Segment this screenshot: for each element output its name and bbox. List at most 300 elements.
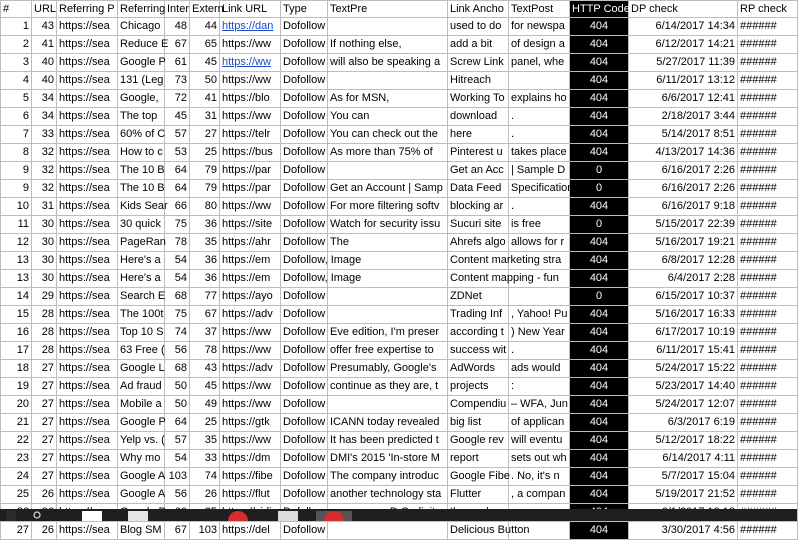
table-cell[interactable]: 36 [190, 252, 220, 270]
table-cell[interactable]: https://ww [220, 72, 281, 90]
table-cell[interactable]: 45 [190, 54, 220, 72]
table-cell[interactable]: Dofollow [281, 72, 328, 90]
table-cell[interactable]: 6/16/2017 2:26 [629, 162, 738, 180]
column-header[interactable]: TextPre [328, 1, 448, 18]
column-header[interactable]: Type [281, 1, 328, 18]
table-cell[interactable]: Dofollow [281, 450, 328, 468]
table-cell[interactable]: Trading Inf [448, 306, 509, 324]
table-cell[interactable]: 40 [32, 54, 57, 72]
table-cell[interactable]: https://sea [57, 72, 118, 90]
table-cell[interactable]: 7 [1, 126, 32, 144]
table-cell[interactable]: 5/14/2017 8:51 [629, 126, 738, 144]
table-cell[interactable]: 30 quick [118, 216, 165, 234]
table-cell[interactable]: 27 [32, 378, 57, 396]
table-cell[interactable]: 35 [190, 234, 220, 252]
table-cell[interactable]: 27 [1, 522, 32, 540]
table-cell[interactable]: https://sea [57, 396, 118, 414]
table-cell[interactable]: 10 [1, 198, 32, 216]
table-cell[interactable]: https://ww [220, 378, 281, 396]
table-cell[interactable]: 404 [570, 108, 629, 126]
table-cell[interactable]: ###### [738, 270, 798, 288]
table-cell[interactable]: 404 [570, 522, 629, 540]
table-cell[interactable]: Dofollow [281, 288, 328, 306]
table-cell[interactable]: blocking ar [448, 198, 509, 216]
table-cell[interactable]: Google A [118, 486, 165, 504]
table-cell[interactable]: 16 [1, 324, 32, 342]
table-cell[interactable]: 3/30/2017 4:56 [629, 522, 738, 540]
table-cell[interactable]: 4 [1, 72, 32, 90]
chrome-icon[interactable] [128, 511, 148, 521]
table-cell[interactable]: 6/6/2017 12:41 [629, 90, 738, 108]
table-cell[interactable]: 28 [32, 342, 57, 360]
table-cell[interactable]: 2/18/2017 3:44 [629, 108, 738, 126]
table-cell[interactable]: Dofollow [281, 108, 328, 126]
table-cell[interactable]: of design a [509, 36, 570, 54]
table-cell[interactable]: ###### [738, 288, 798, 306]
table-cell[interactable]: 25 [190, 144, 220, 162]
table-cell[interactable]: , Yahoo! Pu [509, 306, 570, 324]
table-cell[interactable]: 32 [32, 162, 57, 180]
table-cell[interactable]: 67 [165, 36, 190, 54]
table-cell[interactable]: The [328, 234, 448, 252]
table-cell[interactable]: 43 [32, 18, 57, 36]
column-header[interactable]: URL [32, 1, 57, 18]
table-cell[interactable]: As more than 75% of [328, 144, 448, 162]
table-cell[interactable]: https://sea [57, 90, 118, 108]
table-cell[interactable]: 404 [570, 198, 629, 216]
table-cell[interactable]: https://sea [57, 198, 118, 216]
table-cell[interactable]: Ahrefs algo [448, 234, 509, 252]
table-cell[interactable]: 404 [570, 360, 629, 378]
table-cell[interactable]: download [448, 108, 509, 126]
table-cell[interactable]: 12 [1, 234, 32, 252]
table-cell[interactable]: Dofollow [281, 360, 328, 378]
table-cell[interactable]: https://sea [57, 360, 118, 378]
table-cell[interactable]: continue as they are, t [328, 378, 448, 396]
table-cell[interactable]: Dofollow [281, 36, 328, 54]
table-cell[interactable]: Dofollow [281, 306, 328, 324]
table-cell[interactable]: big list [448, 414, 509, 432]
table-cell[interactable]: panel, whe [509, 54, 570, 72]
table-cell[interactable]: 404 [570, 72, 629, 90]
table-cell[interactable]: ###### [738, 234, 798, 252]
table-cell[interactable]: 44 [190, 18, 220, 36]
table-cell[interactable]: 6/15/2017 10:37 [629, 288, 738, 306]
table-cell[interactable]: 68 [165, 288, 190, 306]
table-cell[interactable]: https://adv [220, 360, 281, 378]
table-cell[interactable]: 25 [1, 486, 32, 504]
table-cell[interactable]: https://dan [220, 18, 281, 36]
table-cell[interactable]: 404 [570, 54, 629, 72]
table-cell[interactable]: 65 [190, 36, 220, 54]
table-cell[interactable]: Dofollow [281, 378, 328, 396]
table-cell[interactable]: Dofollow [281, 180, 328, 198]
table-cell[interactable]: ###### [738, 54, 798, 72]
table-cell[interactable]: 35 [190, 432, 220, 450]
table-cell[interactable]: ICANN today revealed [328, 414, 448, 432]
table-cell[interactable]: Dofollow [281, 342, 328, 360]
table-cell[interactable]: 45 [190, 378, 220, 396]
table-cell[interactable]: Google A [118, 468, 165, 486]
table-cell[interactable]: 50 [165, 396, 190, 414]
table-cell[interactable] [328, 288, 448, 306]
table-cell[interactable]: ###### [738, 396, 798, 414]
table-cell[interactable]: https://telr [220, 126, 281, 144]
table-cell[interactable]: 27 [32, 360, 57, 378]
table-cell[interactable]: 5/23/2017 14:40 [629, 378, 738, 396]
column-header[interactable]: Link Ancho [448, 1, 509, 18]
table-cell[interactable]: https://ww [220, 432, 281, 450]
table-cell[interactable]: 0 [570, 180, 629, 198]
table-cell[interactable]: https://ww [220, 342, 281, 360]
table-cell[interactable]: 0 [570, 216, 629, 234]
table-cell[interactable]: 103 [190, 522, 220, 540]
table-cell[interactable]: add a bit [448, 36, 509, 54]
table-cell[interactable]: Why mo [118, 450, 165, 468]
table-cell[interactable]: Get an Acc [448, 162, 509, 180]
table-cell[interactable]: 18 [1, 360, 32, 378]
table-cell[interactable]: Content marketing stra [448, 252, 509, 270]
table-cell[interactable]: | Sample D [509, 162, 570, 180]
table-cell[interactable] [328, 162, 448, 180]
table-cell[interactable]: 30 [32, 234, 57, 252]
column-header[interactable]: Inter [165, 1, 190, 18]
table-cell[interactable]: https://ww [220, 198, 281, 216]
table-cell[interactable]: ###### [738, 252, 798, 270]
table-cell[interactable]: Dofollow [281, 198, 328, 216]
table-cell[interactable]: https://ayo [220, 288, 281, 306]
table-cell[interactable]: 50 [190, 72, 220, 90]
column-header[interactable]: RP check [738, 1, 798, 18]
table-cell[interactable]: ###### [738, 432, 798, 450]
table-cell[interactable]: Compendiu [448, 396, 509, 414]
table-cell[interactable]: 5/7/2017 15:04 [629, 468, 738, 486]
column-header[interactable]: Extern [190, 1, 220, 18]
table-cell[interactable]: 25 [190, 414, 220, 432]
table-cell[interactable]: another technology sta [328, 486, 448, 504]
table-cell[interactable]: You can [328, 108, 448, 126]
column-header[interactable]: HTTP Code [570, 1, 629, 18]
table-cell[interactable]: ###### [738, 72, 798, 90]
table-cell[interactable]: https://sea [57, 216, 118, 234]
column-header[interactable]: Referring [118, 1, 165, 18]
table-cell[interactable]: . [509, 198, 570, 216]
table-cell[interactable]: 17 [1, 342, 32, 360]
table-cell[interactable]: 68 [165, 360, 190, 378]
table-cell[interactable]: https://sea [57, 306, 118, 324]
table-cell[interactable]: Dofollow [281, 414, 328, 432]
table-cell[interactable]: , a compan [509, 486, 570, 504]
table-cell[interactable]: Dofollow [281, 216, 328, 234]
table-cell[interactable]: ###### [738, 450, 798, 468]
table-cell[interactable]: https://sea [57, 252, 118, 270]
table-cell[interactable]: Dofollow [281, 396, 328, 414]
table-cell[interactable]: Data Feed [448, 180, 509, 198]
table-cell[interactable]: The top [118, 108, 165, 126]
table-cell[interactable]: 6/3/2017 6:19 [629, 414, 738, 432]
table-cell[interactable]: ###### [738, 324, 798, 342]
table-cell[interactable]: 67 [165, 522, 190, 540]
table-cell[interactable]: 8 [1, 144, 32, 162]
table-cell[interactable]: https://sea [57, 270, 118, 288]
table-cell[interactable]: https://sea [57, 162, 118, 180]
table-cell[interactable]: 19 [1, 378, 32, 396]
start-icon[interactable] [6, 511, 16, 521]
table-cell[interactable]: 72 [165, 90, 190, 108]
table-cell[interactable]: 404 [570, 468, 629, 486]
table-cell[interactable]: 5/16/2017 16:33 [629, 306, 738, 324]
table-cell[interactable]: 41 [32, 36, 57, 54]
table-cell[interactable]: https://ww [220, 396, 281, 414]
table-cell[interactable]: If nothing else, [328, 36, 448, 54]
table-cell[interactable]: https://sea [57, 108, 118, 126]
table-cell[interactable]: here [448, 126, 509, 144]
table-cell[interactable]: Dofollow, Image [281, 270, 328, 288]
table-cell[interactable]: 404 [570, 36, 629, 54]
task-view-icon[interactable] [82, 511, 102, 521]
table-cell[interactable]: https://site [220, 216, 281, 234]
app-icon[interactable] [278, 511, 298, 521]
table-cell[interactable]: 5/27/2017 11:39 [629, 54, 738, 72]
table-cell[interactable]: https://ahr [220, 234, 281, 252]
table-cell[interactable]: offer free expertise to [328, 342, 448, 360]
table-cell[interactable]: 64 [165, 180, 190, 198]
table-cell[interactable]: https://sea [57, 450, 118, 468]
table-cell[interactable]: The 10 B [118, 180, 165, 198]
table-cell[interactable]: 75 [165, 306, 190, 324]
table-cell[interactable]: Blog SM [118, 522, 165, 540]
table-cell[interactable]: https://sea [57, 342, 118, 360]
table-cell[interactable]: 5/16/2017 19:21 [629, 234, 738, 252]
table-cell[interactable]: ###### [738, 180, 798, 198]
table-cell[interactable]: https://em [220, 252, 281, 270]
table-cell[interactable]: DMI's 2015 'In-store M [328, 450, 448, 468]
store-icon[interactable] [228, 511, 248, 521]
table-cell[interactable]: ###### [738, 198, 798, 216]
table-cell[interactable] [328, 522, 448, 540]
table-cell[interactable]: ###### [738, 162, 798, 180]
table-cell[interactable]: https://bus [220, 144, 281, 162]
table-cell[interactable]: You can check out the [328, 126, 448, 144]
table-cell[interactable]: 66 [165, 198, 190, 216]
table-cell[interactable]: Dofollow [281, 90, 328, 108]
table-cell[interactable]: 77 [190, 288, 220, 306]
table-cell[interactable]: Dofollow [281, 234, 328, 252]
table-cell[interactable]: 27 [32, 432, 57, 450]
table-cell[interactable]: https://sea [57, 144, 118, 162]
table-cell[interactable]: 103 [165, 468, 190, 486]
table-cell[interactable]: – WFA, Jun [509, 396, 570, 414]
table-cell[interactable]: 30 [32, 216, 57, 234]
table-cell[interactable]: https://sea [57, 414, 118, 432]
table-cell[interactable]: https://flut [220, 486, 281, 504]
table-cell[interactable]: 5/24/2017 15:22 [629, 360, 738, 378]
table-cell[interactable]: https://sea [57, 378, 118, 396]
table-cell[interactable]: report [448, 450, 509, 468]
table-cell[interactable]: 78 [190, 342, 220, 360]
table-cell[interactable] [328, 396, 448, 414]
table-cell[interactable]: Dofollow [281, 324, 328, 342]
table-cell[interactable]: 27 [190, 126, 220, 144]
table-cell[interactable]: 14 [1, 288, 32, 306]
table-cell[interactable]: 78 [165, 234, 190, 252]
table-cell[interactable]: https://em [220, 270, 281, 288]
table-cell[interactable]: 34 [32, 108, 57, 126]
table-cell[interactable]: https://sea [57, 54, 118, 72]
table-cell[interactable]: Dofollow [281, 162, 328, 180]
table-cell[interactable]: 9 [1, 180, 32, 198]
table-cell[interactable]: 54 [165, 270, 190, 288]
table-cell[interactable]: https://ww [220, 108, 281, 126]
table-cell[interactable]: 31 [190, 108, 220, 126]
table-cell[interactable]: 4/13/2017 14:36 [629, 144, 738, 162]
table-cell[interactable]: 11 [1, 216, 32, 234]
table-cell[interactable]: 64 [165, 414, 190, 432]
table-cell[interactable]: Here's a [118, 270, 165, 288]
table-cell[interactable]: 27 [32, 396, 57, 414]
table-cell[interactable]: https://ww [220, 54, 281, 72]
table-cell[interactable]: 63 Free ( [118, 342, 165, 360]
table-cell[interactable]: ###### [738, 216, 798, 234]
table-cell[interactable]: Dofollow [281, 144, 328, 162]
table-cell[interactable]: Ad fraud [118, 378, 165, 396]
table-cell[interactable]: Specification [509, 180, 570, 198]
table-cell[interactable]: Eve edition, I'm preser [328, 324, 448, 342]
table-cell[interactable]: https://ww [220, 36, 281, 54]
table-cell[interactable]: sets out wh [509, 450, 570, 468]
table-cell[interactable]: 40 [32, 72, 57, 90]
table-cell[interactable]: ###### [738, 378, 798, 396]
table-cell[interactable]: Delicious Button [448, 522, 509, 540]
table-cell[interactable]: 61 [165, 54, 190, 72]
table-cell[interactable]: https://fibe [220, 468, 281, 486]
table-cell[interactable]: ###### [738, 360, 798, 378]
table-cell[interactable]: 3 [1, 54, 32, 72]
table-cell[interactable]: Top 10 S [118, 324, 165, 342]
table-cell[interactable] [328, 18, 448, 36]
table-cell[interactable]: 75 [165, 216, 190, 234]
table-cell[interactable]: Watch for security issu [328, 216, 448, 234]
table-cell[interactable] [509, 288, 570, 306]
table-cell[interactable]: 404 [570, 396, 629, 414]
table-cell[interactable]: 79 [190, 162, 220, 180]
table-cell[interactable]: Chicago [118, 18, 165, 36]
table-cell[interactable]: Hitreach [448, 72, 509, 90]
column-header[interactable]: Link URL [220, 1, 281, 18]
table-cell[interactable]: 73 [165, 72, 190, 90]
table-cell[interactable]: 32 [32, 144, 57, 162]
table-cell[interactable]: Dofollow [281, 522, 328, 540]
table-cell[interactable]: Google P [118, 414, 165, 432]
table-cell[interactable]: https://par [220, 180, 281, 198]
table-cell[interactable]: https://gtk [220, 414, 281, 432]
table-cell[interactable]: 6/11/2017 15:41 [629, 342, 738, 360]
table-cell[interactable]: For more filtering softv [328, 198, 448, 216]
table-cell[interactable]: 22 [1, 432, 32, 450]
table-cell[interactable]: . [509, 342, 570, 360]
table-cell[interactable]: 48 [165, 18, 190, 36]
table-cell[interactable]: ) New Year [509, 324, 570, 342]
table-cell[interactable]: . No, it's n [509, 468, 570, 486]
table-cell[interactable]: 79 [190, 180, 220, 198]
table-cell[interactable]: https://blo [220, 90, 281, 108]
table-cell[interactable]: 37 [190, 324, 220, 342]
table-cell[interactable]: 5/24/2017 12:07 [629, 396, 738, 414]
table-cell[interactable]: 27 [32, 414, 57, 432]
table-cell[interactable]: used to do [448, 18, 509, 36]
table-cell[interactable]: 74 [190, 468, 220, 486]
table-cell[interactable]: Yelp vs. ( [118, 432, 165, 450]
table-cell[interactable]: ads would [509, 360, 570, 378]
table-cell[interactable]: 41 [190, 90, 220, 108]
table-cell[interactable]: 80 [190, 198, 220, 216]
table-cell[interactable]: Kids Sear [118, 198, 165, 216]
table-cell[interactable]: 27 [32, 468, 57, 486]
table-cell[interactable]: https://sea [57, 126, 118, 144]
table-cell[interactable]: How to c [118, 144, 165, 162]
table-cell[interactable]: 404 [570, 234, 629, 252]
table-cell[interactable]: 60% of C [118, 126, 165, 144]
table-cell[interactable]: ###### [738, 342, 798, 360]
table-cell[interactable]: Google, [118, 90, 165, 108]
table-cell[interactable]: https://sea [57, 468, 118, 486]
table-cell[interactable]: Dofollow, Image [281, 252, 328, 270]
table-cell[interactable]: 49 [190, 396, 220, 414]
table-cell[interactable]: 6/14/2017 14:34 [629, 18, 738, 36]
table-cell[interactable]: https://sea [57, 234, 118, 252]
table-cell[interactable] [328, 306, 448, 324]
table-cell[interactable]: Google P [118, 54, 165, 72]
table-cell[interactable]: 404 [570, 432, 629, 450]
table-cell[interactable]: 26 [190, 486, 220, 504]
table-cell[interactable] [509, 72, 570, 90]
table-cell[interactable]: ###### [738, 90, 798, 108]
table-cell[interactable]: 33 [32, 126, 57, 144]
table-cell[interactable]: The 10 B [118, 162, 165, 180]
table-cell[interactable]: explains ho [509, 90, 570, 108]
table-cell[interactable]: https://sea [57, 522, 118, 540]
table-cell[interactable]: 43 [190, 360, 220, 378]
table-cell[interactable]: Mobile a [118, 396, 165, 414]
table-cell[interactable]: ###### [738, 126, 798, 144]
table-cell[interactable]: 56 [165, 486, 190, 504]
table-cell[interactable]: for newspa [509, 18, 570, 36]
table-cell[interactable]: 5/19/2017 21:52 [629, 486, 738, 504]
table-cell[interactable]: : [509, 378, 570, 396]
table-cell[interactable]: https://sea [57, 432, 118, 450]
table-cell[interactable]: 54 [165, 252, 190, 270]
table-cell[interactable]: https://sea [57, 180, 118, 198]
table-cell[interactable]: 27 [32, 450, 57, 468]
table-cell[interactable]: 57 [165, 432, 190, 450]
table-cell[interactable]: The 100t [118, 306, 165, 324]
table-cell[interactable]: https://sea [57, 36, 118, 54]
table-cell[interactable]: 5/12/2017 18:22 [629, 432, 738, 450]
table-cell[interactable]: 5 [1, 90, 32, 108]
table-cell[interactable]: https://del [220, 522, 281, 540]
table-cell[interactable]: AdWords [448, 360, 509, 378]
table-cell[interactable]: 34 [32, 90, 57, 108]
table-cell[interactable]: will eventu [509, 432, 570, 450]
table-cell[interactable]: 28 [32, 306, 57, 324]
table-cell[interactable]: 31 [32, 198, 57, 216]
table-cell[interactable]: ###### [738, 144, 798, 162]
table-cell[interactable]: 53 [165, 144, 190, 162]
table-cell[interactable]: Google L [118, 360, 165, 378]
table-cell[interactable]: 6/4/2017 2:28 [629, 270, 738, 288]
table-cell[interactable]: 404 [570, 270, 629, 288]
table-cell[interactable]: Dofollow [281, 18, 328, 36]
